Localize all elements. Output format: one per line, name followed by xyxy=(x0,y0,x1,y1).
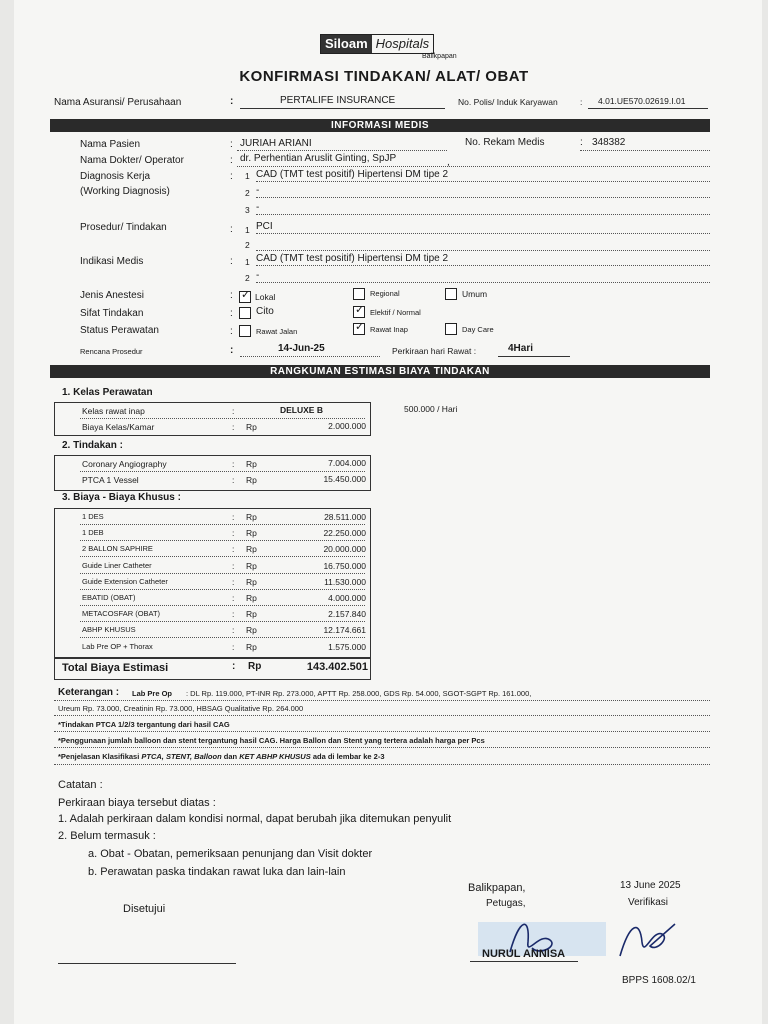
place-label: Balikpapan, xyxy=(468,882,526,894)
catatan-intro: Perkiraan biaya tersebut diatas : xyxy=(58,797,216,809)
option-label: Cito xyxy=(256,306,274,317)
action-label: PTCA 1 Vessel xyxy=(82,475,139,485)
special-item-value: 20.000.000 xyxy=(323,544,366,554)
mr-value: 348382 xyxy=(592,137,626,148)
procedure-text: PCI xyxy=(256,221,273,232)
note-2: *Penggunaan jumlah balloon dan stent tergantung hasil CAG. Harga Ballon dan Stent yang tertera adalah harga per Pcs xyxy=(58,736,485,745)
special-item-label: Guide Liner Catheter xyxy=(82,561,152,570)
checkbox-rawat-jalan[interactable] xyxy=(239,325,251,337)
catatan-item-2a: a. Obat - Obatan, pemeriksaan penunjang dan Visit dokter xyxy=(88,848,373,860)
room-value: 2.000.000 xyxy=(328,421,366,431)
colon: : xyxy=(580,137,583,148)
colon: : xyxy=(230,155,233,166)
indication-label: Indikasi Medis xyxy=(80,256,144,267)
section-bar-cost: RANGKUMAN ESTIMASI BIAYA TINDAKAN xyxy=(50,365,710,378)
checkmark-icon: ✓ xyxy=(241,289,251,301)
care-label: Status Perawatan xyxy=(80,325,159,336)
indication-text: CAD (TMT test positif) Hipertensi DM tipe 2 xyxy=(256,253,449,264)
indication-num: 2 xyxy=(245,273,250,283)
hospital-logo xyxy=(320,34,460,64)
logo-name-left: Siloam xyxy=(321,35,372,53)
doctor-label: Nama Dokter/ Operator xyxy=(80,155,184,166)
class-value: DELUXE B xyxy=(280,405,323,415)
special-item-value: 22.250.000 xyxy=(323,528,366,538)
special-item-label: 1 DES xyxy=(82,512,104,521)
catatan-item-2b: b. Perawatan paska tindakan rawat luka dan lain-lain xyxy=(88,866,346,878)
dotted-line xyxy=(580,150,710,151)
special-item-label: METACOSFAR (OBAT) xyxy=(82,609,161,618)
total-currency: Rp xyxy=(248,661,262,672)
checkmark-icon: ✓ xyxy=(355,304,365,316)
policy-colon: : xyxy=(580,97,583,107)
currency: Rp xyxy=(246,512,257,522)
note-3-part: PTCA, STENT, Balloon xyxy=(141,752,222,761)
colon: : xyxy=(232,512,235,522)
special-item-value: 11.530.000 xyxy=(324,577,366,587)
dotted-line xyxy=(256,282,710,283)
patient-label: Nama Pasien xyxy=(80,139,141,150)
currency: Rp xyxy=(246,642,257,652)
checkbox-umum[interactable] xyxy=(445,288,457,300)
dotted-line xyxy=(237,150,447,151)
option-label: Regional xyxy=(370,289,400,298)
colon: : xyxy=(232,544,235,554)
dotted-line xyxy=(54,715,710,716)
total-label: Total Biaya Estimasi xyxy=(62,662,169,674)
checkbox-lokal[interactable] xyxy=(239,291,251,303)
diagnosis-sublabel: (Working Diagnosis) xyxy=(80,186,170,197)
action-value: 7.004.000 xyxy=(328,458,366,468)
colon: : xyxy=(232,642,235,652)
checkbox-cito[interactable] xyxy=(239,307,251,319)
dotted-line xyxy=(256,233,710,234)
colon: : xyxy=(232,528,235,538)
currency: Rp xyxy=(246,544,257,554)
dotted-line xyxy=(80,524,365,525)
approval-signature-line xyxy=(58,963,236,964)
approved-label: Disetujui xyxy=(123,903,166,915)
action-label: Coronary Angiography xyxy=(82,459,167,469)
colon: : xyxy=(230,256,233,267)
dotted-line xyxy=(80,573,365,574)
currency: Rp xyxy=(246,593,257,603)
diagnosis-num: 2 xyxy=(245,188,250,198)
note-3-part: ada di lembar ke 2-3 xyxy=(310,752,385,761)
stay-underline xyxy=(498,356,570,357)
nature-label: Sifat Tindakan xyxy=(80,308,144,319)
patient-value: JURIAH ARIANI xyxy=(240,138,312,149)
section-bar-medical: INFORMASI MEDIS xyxy=(50,119,710,132)
note-3-part: dan xyxy=(221,752,240,761)
colon: : xyxy=(230,326,233,337)
currency: Rp xyxy=(246,475,257,485)
colon: : xyxy=(232,561,235,571)
option-label: Lokal xyxy=(255,292,276,302)
colon: : xyxy=(232,577,235,587)
colon: : xyxy=(232,422,235,432)
officer-name: NURUL ANNISA xyxy=(482,948,566,960)
special-item-value: 4.000.000 xyxy=(328,593,366,603)
verify-label: Verifikasi xyxy=(628,897,669,908)
procedure-num: 2 xyxy=(245,240,250,250)
logo-city: Balikpapan xyxy=(422,53,457,60)
procedure-label: Prosedur/ Tindakan xyxy=(80,222,167,233)
room-rate: 500.000 / Hari xyxy=(404,404,458,414)
special-item-value: 2.157.840 xyxy=(328,609,366,619)
special-item-value: 1.575.000 xyxy=(328,642,366,652)
dotted-line xyxy=(80,621,365,622)
special-item-label: EBATID (OBAT) xyxy=(82,593,136,602)
special-item-label: 1 DEB xyxy=(82,528,104,537)
special-item-label: 2 BALLON SAPHIRE xyxy=(82,544,153,553)
verifier-signature xyxy=(620,924,675,956)
stay-label: Perkiraan hari Rawat : xyxy=(392,346,477,356)
special-item-label: Guide Extension Catheter xyxy=(82,577,168,586)
option-label: Rawat Inap xyxy=(370,325,408,334)
colon: : xyxy=(232,593,235,603)
currency: Rp xyxy=(246,609,257,619)
class-label: Kelas rawat inap xyxy=(82,406,145,416)
procedure-num: 1 xyxy=(245,225,250,235)
policy-underline xyxy=(588,108,708,109)
dotted-line xyxy=(237,166,710,167)
colon: : xyxy=(232,475,235,485)
insurer-underline xyxy=(240,108,445,109)
officer-label: Petugas, xyxy=(486,898,526,909)
diagnosis-text: - xyxy=(256,185,260,196)
special-item-value: 12.174.661 xyxy=(323,625,366,635)
insurer-colon: : xyxy=(230,96,234,107)
currency: Rp xyxy=(246,577,257,587)
special-item-value: 16.750.000 xyxy=(323,561,366,571)
indication-text: - xyxy=(256,270,260,281)
dotted-line xyxy=(80,605,365,606)
currency: Rp xyxy=(246,459,257,469)
diagnosis-text: CAD (TMT test positif) Hipertensi DM tipe 2 xyxy=(256,169,449,180)
dotted-line xyxy=(54,700,710,701)
dotted-line xyxy=(256,265,710,266)
notes-line-1: : DL Rp. 119.000, PT-INR Rp. 273.000, APTT Rp. 258.000, GDS Rp. 54.000, SGOT-SGPT Rp. 161.000, xyxy=(186,689,532,698)
dotted-line xyxy=(80,556,365,557)
diagnosis-label: Diagnosis Kerja xyxy=(80,171,151,182)
plan-value: 14-Jun-25 xyxy=(278,343,325,354)
checkmark-icon: ✓ xyxy=(355,321,365,333)
colon: : xyxy=(230,224,233,235)
lab-label: Lab Pre Op xyxy=(132,689,173,698)
doc-code: BPPS 1608.02/1 xyxy=(622,975,696,986)
dotted-line xyxy=(256,214,710,215)
dotted-line xyxy=(54,764,710,765)
currency: Rp xyxy=(246,561,257,571)
option-label: Umum xyxy=(462,289,488,299)
option-label: Rawat Jalan xyxy=(256,327,298,336)
catatan-item-2: 2. Belum termasuk : xyxy=(58,830,156,842)
catatan-title: Catatan : xyxy=(58,779,103,791)
dotted-line xyxy=(80,589,365,590)
room-label: Biaya Kelas/Kamar xyxy=(82,422,155,432)
notes-line-2: Ureum Rp. 73.000, Creatinin Rp. 73.000, HBSAG Qualitative Rp. 264.000 xyxy=(58,704,304,713)
colon: : xyxy=(230,139,233,150)
dotted-line xyxy=(80,637,365,638)
option-label: Day Care xyxy=(462,325,494,334)
room-currency: Rp xyxy=(246,422,257,432)
dotted-line xyxy=(54,731,710,732)
logo-name-right: Hospitals xyxy=(375,36,430,51)
note-1: *Tindakan PTCA 1/2/3 tergantung dari hasil CAG xyxy=(58,720,230,729)
special-item-label: Lab Pre OP + Thorax xyxy=(82,642,153,651)
form-title: KONFIRMASI TINDAKAN/ ALAT/ OBAT xyxy=(239,68,529,85)
class-section-title: 1. Kelas Perawatan xyxy=(62,387,153,398)
note-3-part: *Penjelasan Klasifikasi xyxy=(58,752,142,761)
colon: : xyxy=(232,406,235,416)
comma: , xyxy=(447,157,450,168)
checkbox-regional[interactable] xyxy=(353,288,365,300)
colon: : xyxy=(230,308,233,319)
action-section-title: 2. Tindakan : xyxy=(62,440,123,451)
special-item-value: 28.511.000 xyxy=(324,512,366,522)
dotted-line xyxy=(80,540,365,541)
action-value: 15.450.000 xyxy=(323,474,366,484)
colon: : xyxy=(230,345,234,356)
anesthesia-label: Jenis Anestesi xyxy=(80,290,144,301)
colon: : xyxy=(232,609,235,619)
note-3-part: KET ABHP KHUSUS xyxy=(239,752,311,761)
policy-value: 4.01.UE570.02619.I.01 xyxy=(598,96,686,106)
diagnosis-text: - xyxy=(256,202,260,213)
dotted-line xyxy=(80,418,365,419)
officer-signature-line xyxy=(470,961,578,962)
colon: : xyxy=(230,171,233,182)
colon: : xyxy=(232,625,235,635)
special-item-label: ABHP KHUSUS xyxy=(82,625,136,634)
doctor-value: dr. Perhentian Aruslit Ginting, SpJP xyxy=(240,153,397,164)
indication-num: 1 xyxy=(245,257,250,267)
colon: : xyxy=(230,290,233,301)
diagnosis-num: 1 xyxy=(245,171,250,181)
dotted-line xyxy=(256,250,710,251)
insurer-value: PERTALIFE INSURANCE xyxy=(280,95,396,106)
colon: : xyxy=(232,459,235,469)
insurer-label: Nama Asuransi/ Perusahaan xyxy=(54,97,182,108)
checkbox-day-care[interactable] xyxy=(445,323,457,335)
mr-label: No. Rekam Medis xyxy=(465,137,545,148)
policy-label: No. Polis/ Induk Karyawan xyxy=(458,97,558,107)
currency: Rp xyxy=(246,625,257,635)
note-3 xyxy=(58,752,385,761)
dotted-line xyxy=(256,197,710,198)
dotted-line xyxy=(256,181,710,182)
diagnosis-num: 3 xyxy=(245,205,250,215)
checkbox-elektif[interactable] xyxy=(353,306,365,318)
checkbox-rawat-inap[interactable] xyxy=(353,323,365,335)
option-label: Elektif / Normal xyxy=(370,308,421,317)
keterangan-label: Keterangan : xyxy=(58,687,120,698)
catatan-item-1: 1. Adalah perkiraan dalam kondisi normal, dapat berubah jika ditemukan penyulit xyxy=(58,813,452,825)
special-section-title: 3. Biaya - Biaya Khusus : xyxy=(62,492,181,503)
dotted-line xyxy=(80,471,365,472)
plan-label: Rencana Prosedur xyxy=(80,347,143,356)
dotted-line xyxy=(240,356,380,357)
stay-value: 4Hari xyxy=(508,343,534,354)
colon: : xyxy=(232,661,236,672)
date-value: 13 June 2025 xyxy=(620,880,681,891)
dotted-line xyxy=(54,747,710,748)
total-value: 143.402.501 xyxy=(306,661,368,673)
currency: Rp xyxy=(246,528,257,538)
